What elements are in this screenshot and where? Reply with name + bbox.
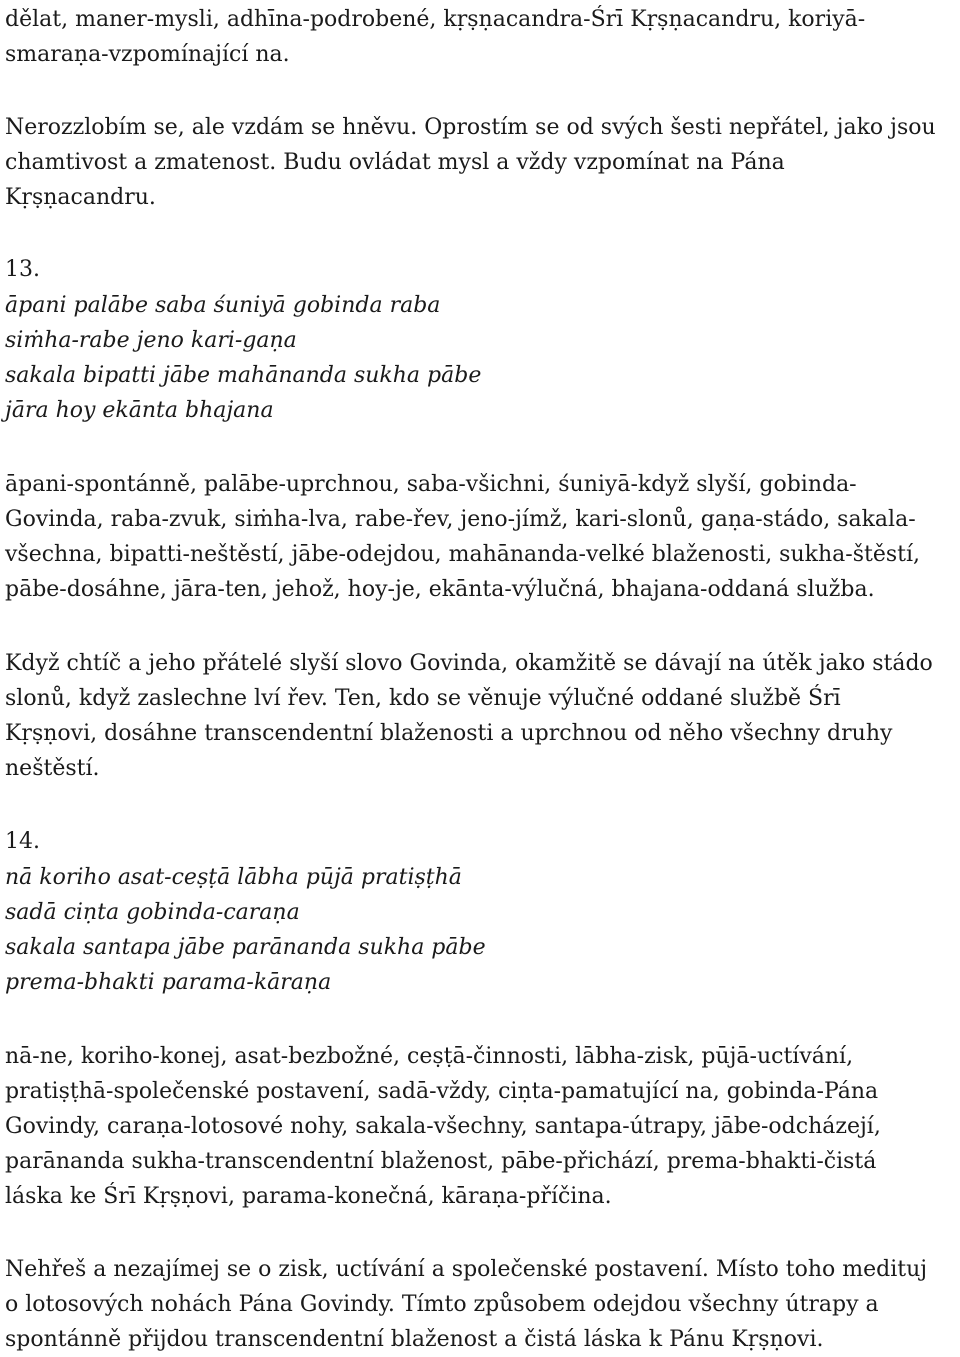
text-line: Nerozzlobím se, ale vzdám se hněvu. Oprostím se od svých šesti nepřátel, jako jsou xyxy=(5,115,936,140)
verse-number: 13. xyxy=(5,257,40,282)
verse-13-translation xyxy=(5,646,955,786)
verse-line: jāra hoy ekānta bhajana xyxy=(5,398,274,423)
verse-number: 14. xyxy=(5,829,40,854)
verse-line: prema-bhakti parama-kāraṇa xyxy=(5,970,332,995)
synonym-line: láska ke Śrī Kṛṣṇovi, parama-konečná, kāraṇa-příčina. xyxy=(5,1184,612,1209)
synonym-line: parānanda sukha-transcendentní blaženost, pābe-přichází, prema-bhakti-čistá xyxy=(5,1149,877,1174)
translation-12-paragraph xyxy=(5,110,955,215)
verse-line: nā koriho asat-ceṣṭā lābha pūjā pratiṣṭhā xyxy=(5,865,462,890)
verse-line: sakala santapa jābe parānanda sukha pābe xyxy=(5,935,486,960)
translation-line: Nehřeš a nezajímej se o zisk, uctívání a společenské postavení. Místo toho medituj xyxy=(5,1257,928,1282)
translation-line: spontánně přijdou transcendentní blaženost a čistá láska k Pánu Kṛṣṇovi. xyxy=(5,1327,824,1352)
synonym-line: Govinda, raba-zvuk, siṁha-lva, rabe-řev, jeno-jímž, kari-slonů, gaṇa-stádo, sakala- xyxy=(5,507,916,532)
text-line: chamtivost a zmatenost. Budu ovládat mysl a vždy vzpomínat na Pána xyxy=(5,150,785,175)
intro-synonyms-paragraph xyxy=(5,2,955,72)
translation-line: neštěstí. xyxy=(5,756,100,781)
verse-line: sadā ciṇta gobinda-caraṇa xyxy=(5,900,300,925)
translation-line: Kṛṣṇovi, dosáhne transcendentní blaženosti a uprchnou od něho všechny druhy xyxy=(5,721,893,746)
text-line: dělat, maner-mysli, adhīna-podrobené, kṛṣṇacandra-Śrī Kṛṣṇacandru, koriyā- xyxy=(5,7,866,32)
verse-13-number xyxy=(5,252,955,287)
verse-14-number xyxy=(5,824,955,859)
verse-line: āpani palābe saba śuniyā gobinda raba xyxy=(5,293,441,318)
verse-line: siṁha-rabe jeno kari-gaṇa xyxy=(5,328,297,353)
verse-14-text xyxy=(5,860,955,1000)
text-line: smaraṇa-vzpomínající na. xyxy=(5,42,290,67)
verse-14-synonyms xyxy=(5,1039,955,1214)
synonym-line: pratiṣṭhā-společenské postavení, sadā-vždy, ciṇta-pamatující na, gobinda-Pána xyxy=(5,1079,879,1104)
translation-line: slonů, když zaslechne lví řev. Ten, kdo se věnuje výlučné oddané službě Śrī xyxy=(5,686,841,711)
synonym-line: āpani-spontánně, palābe-uprchnou, saba-všichni, śuniyā-když slyší, gobinda- xyxy=(5,472,857,497)
synonym-line: Govindy, caraṇa-lotosové nohy, sakala-všechny, santapa-útrapy, jābe-odcházejí, xyxy=(5,1114,881,1139)
synonym-line: pābe-dosáhne, jāra-ten, jehož, hoy-je, ekānta-výlučná, bhajana-oddaná služba. xyxy=(5,577,875,602)
synonym-line: všechna, bipatti-neštěstí, jābe-odejdou, mahānanda-velké blaženosti, sukha-štěstí, xyxy=(5,542,920,567)
text-line: Kṛṣṇacandru. xyxy=(5,185,156,210)
verse-13-text xyxy=(5,288,955,428)
translation-line: Když chtíč a jeho přátelé slyší slovo Govinda, okamžitě se dávají na útěk jako stádo xyxy=(5,651,933,676)
verse-13-synonyms xyxy=(5,467,955,607)
synonym-line: nā-ne, koriho-konej, asat-bezbožné, ceṣṭā-činnosti, lābha-zisk, pūjā-uctívání, xyxy=(5,1044,854,1069)
translation-line: o lotosových nohách Pána Govindy. Tímto způsobem odejdou všechny útrapy a xyxy=(5,1292,879,1317)
verse-14-translation xyxy=(5,1252,955,1357)
verse-line: sakala bipatti jābe mahānanda sukha pābe xyxy=(5,363,482,388)
